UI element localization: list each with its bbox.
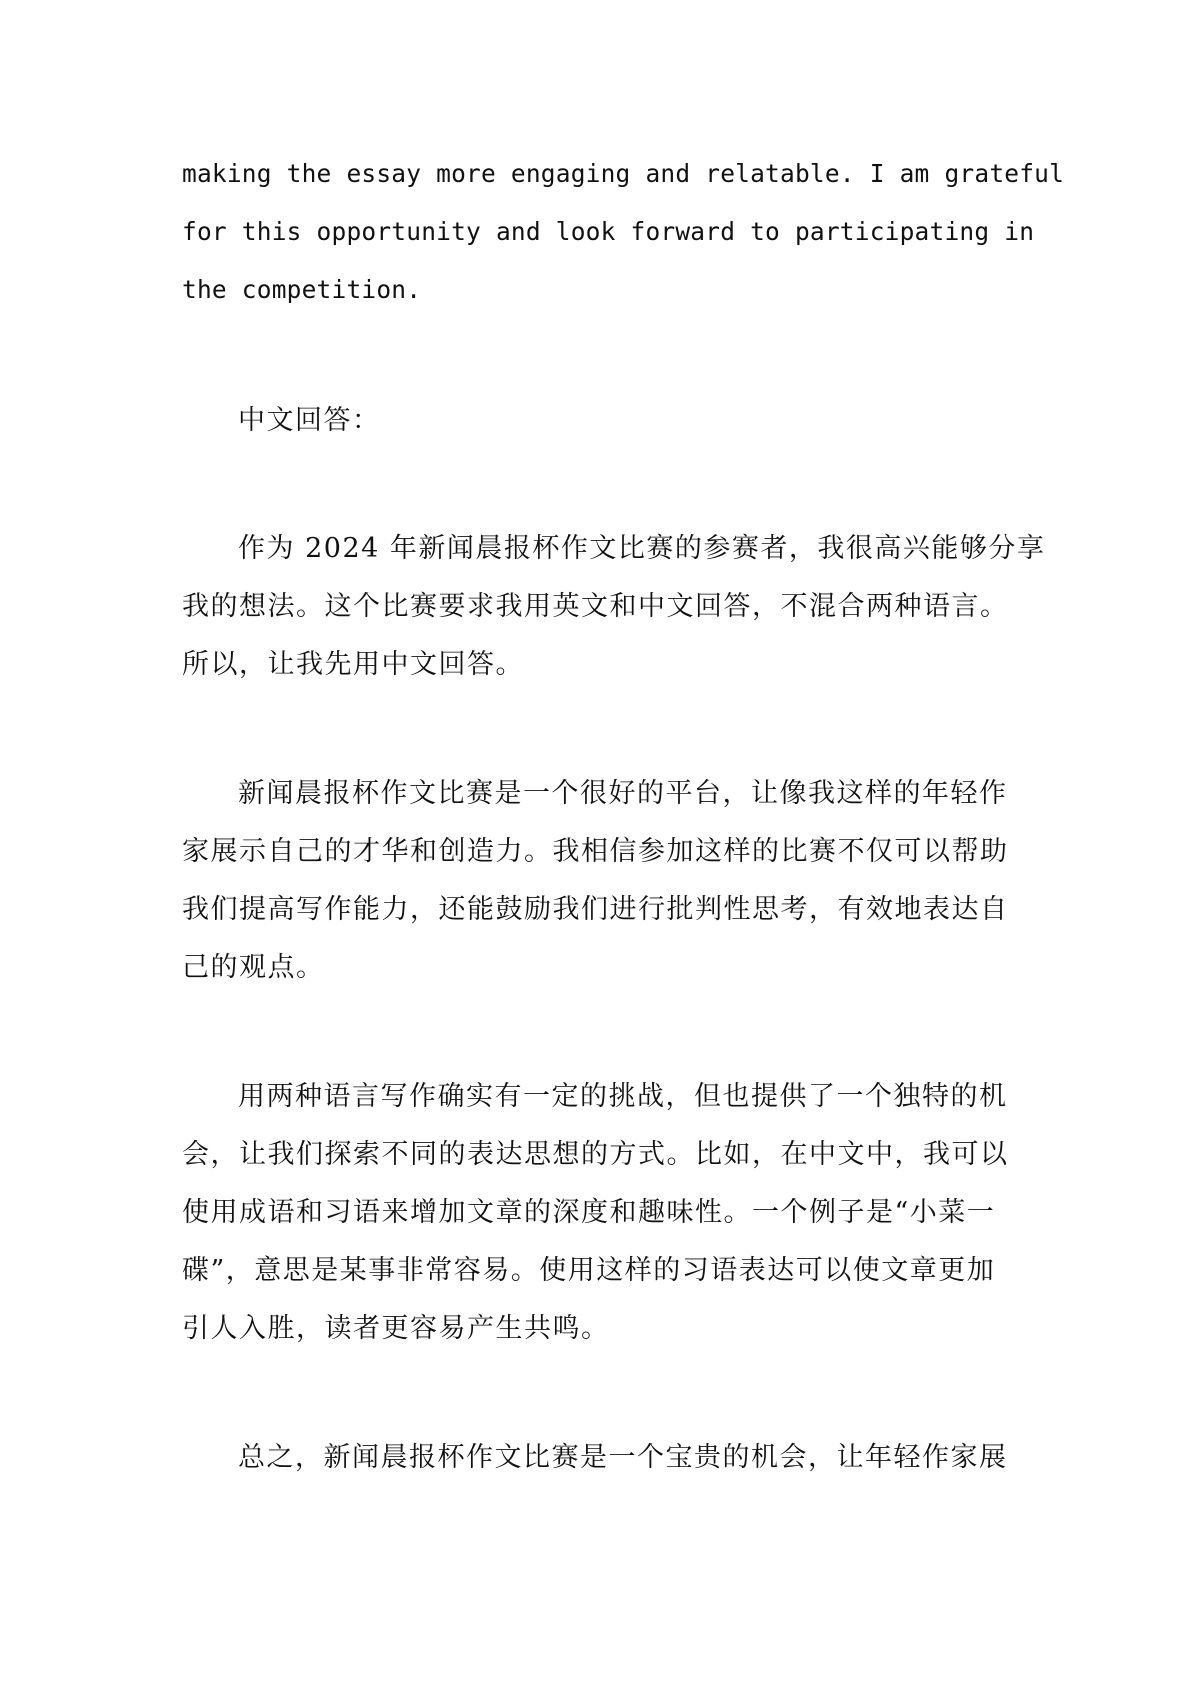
- p3-line-3: 使用成语和习语来增加文章的深度和趣味性。一个例子是“小菜一: [182, 1197, 996, 1228]
- p1-line-1: 作为 2024 年新闻晨报杯作文比赛的参赛者，我很高兴能够分享: [238, 533, 1046, 564]
- p2-line-4: 己的观点。: [182, 952, 325, 983]
- p3-line-2: 会，让我们探索不同的表达思想的方式。比如，在中文中，我可以: [182, 1139, 1009, 1170]
- p1-line-2: 我的想法。这个比赛要求我用英文和中文回答，不混合两种语言。: [182, 591, 1009, 622]
- p3-line-4: 碟”，意思是某事非常容易。使用这样的习语表达可以使文章更加: [182, 1255, 996, 1286]
- p2-line-1: 新闻晨报杯作文比赛是一个很好的平台，让像我这样的年轻作: [238, 778, 1008, 809]
- english-line-2: for this opportunity and look forward to participating in: [182, 217, 1035, 246]
- chinese-heading: 中文回答：: [238, 405, 381, 436]
- english-line-1: making the essay more engaging and relatable. I am grateful: [182, 159, 1065, 188]
- p2-line-2: 家展示自己的才华和创造力。我相信参加这样的比赛不仅可以帮助: [182, 836, 1009, 867]
- p1-line-3: 所以，让我先用中文回答。: [182, 649, 524, 680]
- p4-line-1: 总之，新闻晨报杯作文比赛是一个宝贵的机会，让年轻作家展: [238, 1442, 1008, 1473]
- english-line-3: the competition.: [182, 275, 422, 304]
- p3-line-5: 引人入胜，读者更容易产生共鸣。: [182, 1313, 610, 1344]
- p3-line-1: 用两种语言写作确实有一定的挑战，但也提供了一个独特的机: [238, 1081, 1008, 1112]
- p2-line-3: 我们提高写作能力，还能鼓励我们进行批判性思考，有效地表达自: [182, 894, 1009, 925]
